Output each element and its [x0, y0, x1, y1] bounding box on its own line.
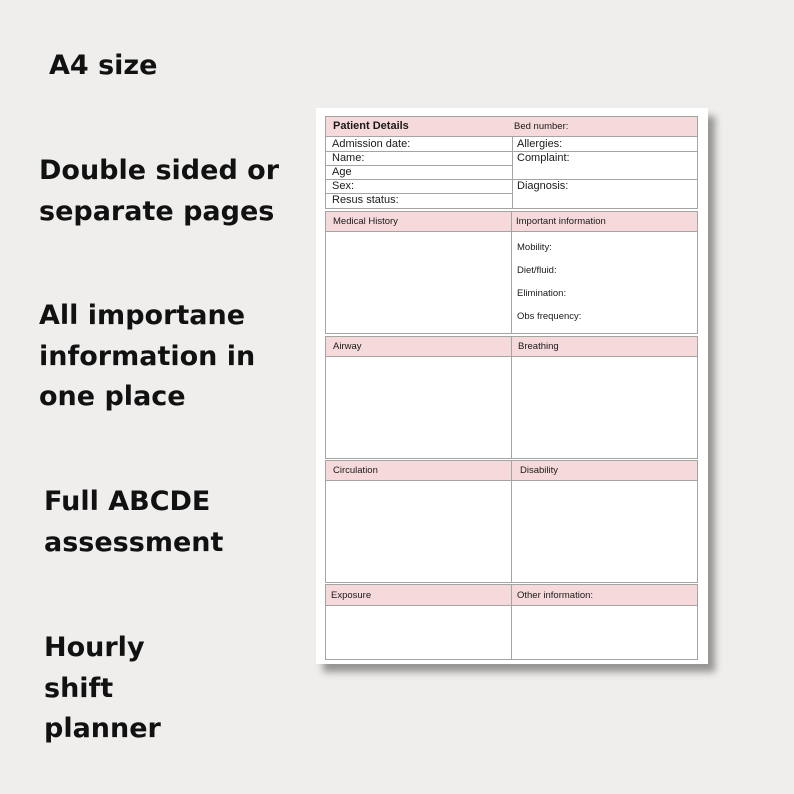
other-information-title: Other information: — [517, 590, 594, 601]
item-mobility: Mobility: — [517, 242, 552, 253]
patient-details-header — [326, 117, 697, 137]
item-diet-fluid: Diet/fluid: — [517, 265, 557, 276]
breathing-title: Breathing — [518, 341, 559, 352]
patient-form — [325, 116, 698, 660]
airway-section — [325, 336, 512, 459]
exposure-section — [325, 584, 512, 660]
feature-line: Double sided or — [39, 155, 280, 186]
breathing-header — [512, 337, 697, 357]
field-admission-date: Admission date: — [332, 138, 411, 150]
disability-title: Disability — [520, 465, 559, 476]
airway-title: Airway — [333, 341, 362, 352]
row-divider — [326, 179, 697, 180]
feature-double-sided — [39, 151, 279, 232]
patient-details-title: Patient Details — [333, 120, 409, 132]
medical-history-title: Medical History — [333, 216, 398, 227]
feature-line: A4 size — [49, 50, 158, 81]
field-name: Name: — [332, 152, 365, 164]
item-elimination: Elimination: — [517, 288, 567, 299]
feature-line: Full ABCDE — [44, 486, 211, 517]
row-divider — [326, 165, 512, 166]
bed-number-label: Bed number: — [514, 121, 569, 132]
exposure-title: Exposure — [331, 590, 372, 601]
field-age: Age — [332, 166, 352, 178]
feature-hourly-planner — [44, 628, 161, 750]
row-divider — [326, 151, 697, 152]
airway-header — [326, 337, 511, 357]
field-allergies: Allergies: — [517, 138, 563, 150]
column-divider — [512, 137, 513, 208]
important-information-title: Important information — [516, 216, 606, 227]
important-information-header — [512, 212, 697, 232]
field-resus-status: Resus status: — [332, 194, 399, 206]
feature-line: planner — [44, 713, 161, 744]
feature-line: one place — [39, 381, 186, 412]
feature-abcde — [44, 482, 223, 563]
field-complaint: Complaint: — [517, 152, 570, 164]
medical-history-section — [325, 211, 512, 334]
feature-all-information — [39, 296, 255, 418]
other-information-section — [511, 584, 698, 660]
other-information-header — [512, 585, 697, 606]
item-obs-frequency: Obs frequency: — [517, 311, 582, 322]
exposure-header — [326, 585, 511, 606]
feature-line: Hourly — [44, 632, 145, 663]
feature-a4-size — [49, 46, 157, 87]
important-information-section — [511, 211, 698, 334]
feature-line: assessment — [44, 526, 224, 558]
patient-details-section — [325, 116, 698, 209]
circulation-section — [325, 460, 512, 583]
feature-line: All importane — [39, 300, 246, 331]
feature-line: separate pages — [39, 195, 275, 227]
medical-history-header — [326, 212, 511, 232]
circulation-header — [326, 461, 511, 481]
planner-sheet — [316, 108, 708, 664]
breathing-section — [511, 336, 698, 459]
feature-line: shift — [44, 672, 114, 704]
circulation-title: Circulation — [333, 465, 378, 476]
field-sex: Sex: — [332, 180, 355, 192]
field-diagnosis: Diagnosis: — [517, 180, 569, 192]
feature-line: information in — [39, 340, 256, 372]
disability-header — [512, 461, 697, 481]
disability-section — [511, 460, 698, 583]
